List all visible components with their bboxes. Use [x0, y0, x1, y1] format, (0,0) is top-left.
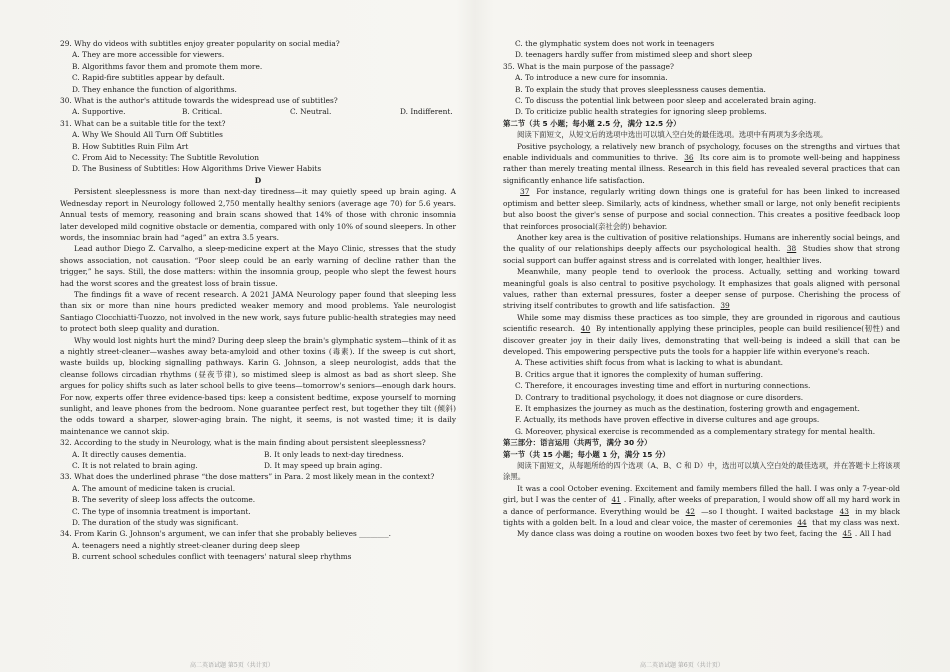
blank-37[interactable]: 37 [520, 187, 530, 197]
cloze-text-a: It was a cool October evening. Excitement and family members filled the hall. I was only a 7-year-old girl, but I was the center of [503, 483, 900, 505]
question-33-option-c: C. The type of insomnia treatment is important. [72, 506, 251, 516]
question-30-stem: 30. What is the author's attitude towards the widespread use of subtitles? [60, 96, 338, 106]
part-3-heading: 第三部分：语言运用（共两节，满分 30 分） [503, 438, 652, 448]
cloze-text-b: . Finally, after weeks of preparation, I would show off all my hard work in a dance of performance. Everything would be [503, 495, 901, 516]
passage-d-paragraph-4: Why would lost nights hurt the mind? During deep sleep the brain's glymphatic system—think of it as a nightly street-cleaner—washes away beta-amyloid and other toxins (毒素). If the sweep is cut short, waste builds up, blocking signalling pathways. Karin G. Johnson, a sleep neurologist, adds that the cleanse follows circadian rhythms (昼夜节律), so mistimed sleep is almost as bad as short sleep. She argues for policy shifts such as later school bells to give teens—tomorrow's seniors—enough dark hours. For now, experts offer three evidence-based tips: keep a consistent bedtime, expose yourself to morning sunlight, and leave phones from the bedroom. None guarantee perfect rest, but together they tilt (倾斜) the odds toward a sharper, slower-aging brain. The night, it seems, is not wasted time; it is daily maintenance we cannot skip. [60, 335, 456, 436]
question-30-option-c: C. Neutral. [290, 107, 332, 117]
question-32-stem: 32. According to the study in Neurology, what is the main finding about persistent sleeplessness? [60, 438, 426, 448]
paragraph-3-text-a: Another key area is the cultivation of positive relationships. Humans are inherently social beings, and the quality of our relationships deeply affects our psychological health. [503, 232, 900, 254]
blank-41[interactable]: 41 [611, 495, 621, 505]
section-2-option-d: D. Contrary to traditional psychology, it does not diagnose or cure disorders. [515, 392, 804, 402]
question-30-option-d: D. Indifferent. [400, 107, 453, 117]
blank-36[interactable]: 36 [684, 153, 694, 163]
cloze-text-g: . All I had [854, 529, 892, 539]
section-d-heading: D [254, 175, 262, 185]
paragraph-3-text-b: Studies show that strong social support can buffer against stress and is correlated with longer, healthier lives. [503, 244, 900, 265]
left-page-footer: 高二英语试题 第5页（共计页） [190, 662, 274, 669]
question-34-stem: 34. From Karin G. Johnson's argument, we can infer that she probably believes ________. [60, 529, 392, 539]
cloze-text-d: in my black tights with a golden belt. In a loud and clear voice, the master of ceremonies [503, 506, 900, 528]
paragraph-2-text: For instance, regularly writing down things one is grateful for has been linked to increased optimism and better sleep. Similarly, acts of kindness, whether small or large, not only benefit recipients but also boost the giver's sense of purpose and social connection. This creates a positive feedback loop that reinforces prosocial(亲社会的) behavior. [503, 187, 900, 231]
question-31-option-d: D. The Business of Subtitles: How Algorithms Drive Viewer Habits [72, 164, 322, 174]
question-33-option-a: A. The amount of medicine taken is crucial. [72, 483, 236, 493]
seven-choose-five-paragraph-1 [503, 141, 900, 187]
question-33-stem: 33. What does the underlined phrase “the dose matters” in Para. 2 most likely mean in the context? [60, 472, 435, 482]
seven-choose-five-paragraph-5 [503, 312, 900, 358]
section-2-option-c: C. Therefore, it encourages investing time and effort in nurturing connections. [515, 381, 811, 391]
cloze-paragraph-1 [503, 483, 900, 529]
right-page-footer: 高二英语试题 第6页（共计页） [640, 662, 724, 669]
question-29-option-b: B. Algorithms favor them and promote them more. [72, 61, 263, 71]
blank-44[interactable]: 44 [797, 518, 807, 528]
seven-choose-five-paragraph-2 [503, 186, 900, 232]
blank-39[interactable]: 39 [720, 301, 730, 311]
question-31-option-c: C. From Aid to Necessity: The Subtitle Revolution [72, 153, 259, 163]
question-31-option-a: A. Why We Should All Turn Off Subtitles [72, 130, 223, 140]
question-33-option-b: B. The severity of sleep loss affects the outcome. [72, 495, 256, 505]
passage-d-paragraph-2: Lead author Diego Z. Carvalho, a sleep-medicine expert at the Mayo Clinic, stresses that the study shows association, not causation. “Poor sleep could be an early warning of decline rather than the trigger,” he says. Still, the dose matters: within the insomnia group, people who slept the fewest hours had the worst scores and the greatest loss of brain tissue. [60, 244, 456, 288]
blank-43[interactable]: 43 [839, 506, 850, 516]
question-29-option-d: D. They enhance the function of algorithms. [72, 84, 237, 94]
question-29-option-a: A. They are more accessible for viewers. [72, 50, 225, 60]
question-32-option-b: B. It only leads to next-day tiredness. [264, 449, 404, 459]
blank-40[interactable]: 40 [580, 324, 591, 334]
seven-choose-five-paragraph-3 [503, 232, 900, 266]
cloze-text-c: —so I thought. I waited backstage [701, 506, 834, 516]
section-2-option-g: G. Moreover, physical exercise is recommended as a complementary strategy for mental health. [515, 426, 876, 436]
question-31-option-b: B. How Subtitles Ruin Film Art [72, 141, 189, 151]
question-32-options-row-1 [72, 449, 456, 460]
passage-d-paragraph-3: The findings fit a wave of recent research. A 2021 JAMA Neurology paper found that sleeping less than six or more than nine hours predicted weaker memory and mood problems. Yale neurologist Santiago Clocchiatti-Tuozzo, not involved in the new work, says future public-health strategies may need to protect both sleep quality and duration. [60, 289, 456, 334]
question-35-option-d: D. To criticize public health strategies for ignoring sleep problems. [515, 107, 767, 117]
question-32-option-c: C. It is not related to brain aging. [72, 461, 198, 471]
question-30-option-b: B. Critical. [182, 107, 223, 117]
seven-choose-five-paragraph-4 [503, 266, 900, 312]
question-35-stem: 35. What is the main purpose of the passage? [503, 61, 674, 71]
cloze-paragraph-2 [503, 528, 900, 539]
paragraph-1-text-b: Its core aim is to promote well-being and happiness rather than merely treating mental illness. Research in this field has revealed several practices that can significantly enhance life satisfaction. [503, 153, 900, 185]
question-32-option-d: D. It may speed up brain aging. [264, 461, 383, 471]
question-30-option-a: A. Supportive. [72, 107, 126, 117]
paragraph-5-text-a: While some may dismiss these practices as too simple, they are grounded in rigorous and cautious scientific research. [503, 312, 900, 334]
passage-d-paragraph-1: Persistent sleeplessness is more than next-day tiredness—it may quietly speed up brain aging. A Wednesday report in Neurology followed 2,750 mentally healthy seniors (average age 70) for 5.6 years. Annual tests of memory, reasoning and brain scans showed that 14% of those with chronic insomnia later developed mild cognitive obstacle or dementia, compared with only 10% of sound sleepers. In other words, the insomniac brain had “aged” an extra 3.5 years. [60, 187, 456, 242]
section-2-instructions: 阅读下面短文，从短文后的选项中选出可以填入空白处的最佳选项。选项中有两项为多余选项。 [517, 130, 828, 140]
question-29-stem: 29. Why do videos with subtitles enjoy greater popularity on social media? [60, 39, 340, 48]
section-2-option-a: A. These activities shift focus from what is lacking to what is abundant. [515, 358, 784, 368]
section-2-option-e: E. It emphasizes the journey as much as the destination, fostering growth and engagement. [515, 404, 860, 413]
section-2-option-b: B. Critics argue that it ignores the complexity of human suffering. [515, 369, 763, 379]
part-3-section-1-heading: 第一节（共 15 小题；每小题 1 分，满分 15 分） [503, 449, 670, 459]
question-35-option-b: B. To explain the study that proves sleeplessness causes dementia. [515, 84, 766, 94]
part-3-instructions: 阅读下面短文，从每题所给的四个选项（A、B、C 和 D）中，选出可以填入空白处的最佳选项，并在答题卡上将该项涂黑。 [503, 461, 900, 482]
question-35-option-c: C. To discuss the potential link between poor sleep and accelerated brain aging. [515, 96, 817, 106]
blank-45[interactable]: 45 [842, 529, 852, 539]
blank-42[interactable]: 42 [685, 506, 695, 516]
question-29-option-c: C. Rapid-fire subtitles appear by default. [72, 73, 225, 83]
question-30-options [72, 106, 456, 117]
section-2-option-f: F. Actually, its methods have proven effective in diverse cultures and age groups. [515, 415, 820, 425]
section-2-heading: 第二节（共 5 小题；每小题 2.5 分，满分 12.5 分） [503, 118, 681, 128]
question-34-option-a: A. teenagers need a nightly street-cleaner during deep sleep [72, 540, 300, 550]
cloze-text-f: My dance class was doing a routine on wooden boxes two feet by two feet, facing the [517, 529, 838, 539]
right-column [503, 38, 900, 540]
question-31-stem: 31. What can be a suitable title for the text? [60, 118, 226, 128]
question-34-option-c: C. the glymphatic system does not work in teenagers [515, 39, 715, 48]
paragraph-1-text-a: Positive psychology, a relatively new branch of psychology, focuses on the strengths and virtues that enable individuals and communities to thrive. [503, 141, 900, 163]
question-33-option-d: D. The duration of the study was significant. [72, 518, 239, 528]
question-34-option-b: B. current school schedules conflict with teenagers' natural sleep rhythms [72, 552, 352, 562]
blank-38[interactable]: 38 [786, 244, 797, 254]
question-35-option-a: A. To introduce a new cure for insomnia. [515, 73, 668, 83]
question-32-option-a: A. It directly causes dementia. [72, 449, 187, 459]
paragraph-4-text: Meanwhile, many people tend to overlook the process. Actually, setting and working toward meaningful goals is also central to positive psychology. It emphasizes that goals aligned with personal values, rather than external pressures, foster a deeper sense of purpose. Cherishing the process of striving itself contributes to growth and life satisfaction. [503, 267, 900, 311]
question-34-option-d: D. teenagers hardly suffer from mistimed sleep and short sleep [515, 50, 753, 60]
left-column [60, 38, 456, 563]
paragraph-5-text-b: By intentionally applying these principles, people can build resilience(韧性) and discover greater joy in their daily lives, demonstrating that well-being is indeed a skill that can be developed. This empowering perspective puts the tools for a happier life within everyone's reach. [503, 324, 900, 356]
question-32-options-row-2 [72, 460, 456, 471]
cloze-text-e: that my class was next. [812, 518, 900, 528]
